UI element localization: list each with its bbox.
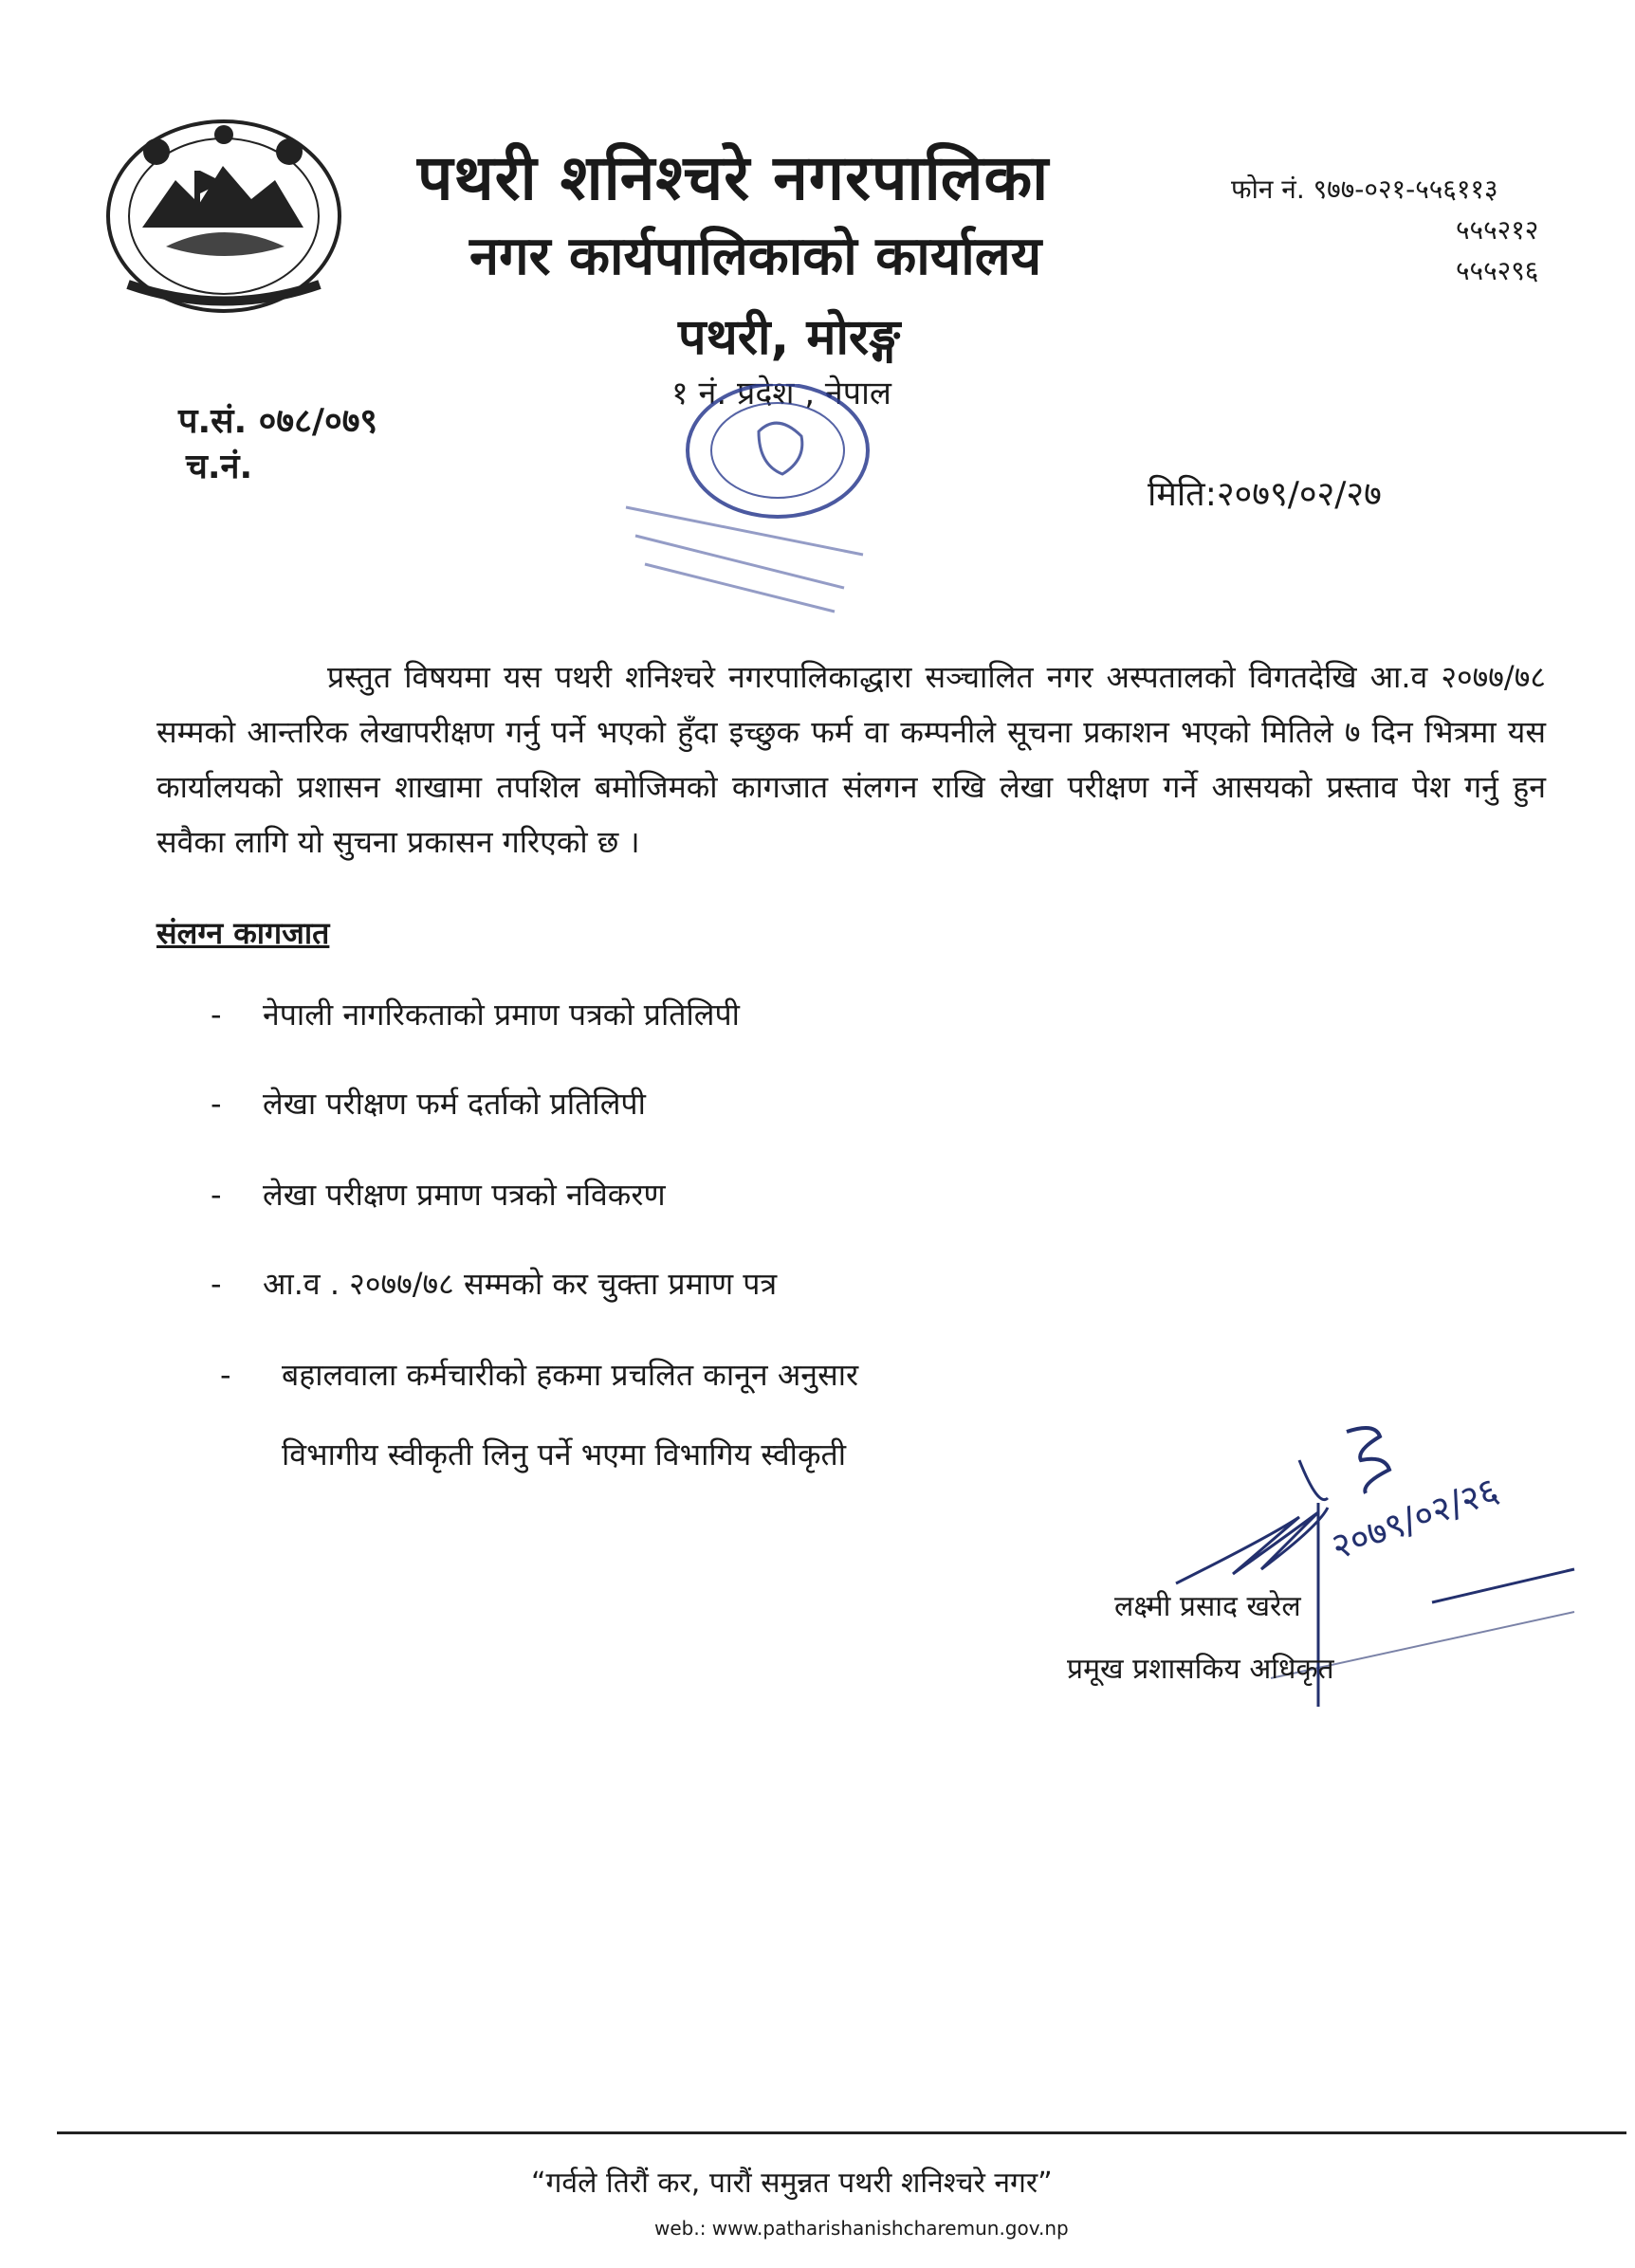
signed-date: २०७९/०२/२६ — [1326, 1469, 1504, 1568]
province: १ नं. प्रदेश , नेपाल — [671, 375, 891, 412]
list-item — [211, 994, 740, 1034]
dispatch-number: च.नं. — [186, 448, 253, 486]
list-item-text: नेपाली नागरिकताको प्रमाण पत्रको प्रतिलिपी — [263, 997, 740, 1033]
footer-motto: “गर्वले तिरौं कर, पारौं समुन्नत पथरी शनिश्चरे नगर” — [531, 2167, 1053, 2200]
list-item-text: लेखा परीक्षण प्रमाण पत्रको नविकरण — [263, 1177, 666, 1213]
phone-line-3: ५५५२९६ — [1456, 255, 1539, 286]
list-item — [220, 1354, 858, 1395]
org-name: पथरी शनिश्चरे नगरपालिका — [417, 141, 1050, 214]
list-item-text: बहालवाला कर्मचारीको हकमा प्रचलित कानून अनुसार — [282, 1357, 859, 1393]
list-item — [211, 1083, 646, 1124]
phone-line-2: ५५५२१२ — [1456, 214, 1539, 246]
office-stamp-icon — [616, 384, 901, 621]
signatory-name: लक्ष्मी प्रसाद खरेल — [1114, 1590, 1301, 1623]
signatory-title: प्रमूख प्रशासकिय अधिकृत — [1067, 1653, 1334, 1686]
footer-divider — [57, 2131, 1626, 2134]
bullet-dash: - — [211, 997, 222, 1033]
list-item — [211, 1263, 777, 1304]
phone-line-1: फोन नं. ९७७-०२१-५५६११३ — [1231, 174, 1498, 205]
bullet-dash: - — [211, 1086, 222, 1122]
attachments-heading: संलग्न कागजात — [156, 915, 330, 951]
bullet-dash: - — [220, 1357, 231, 1393]
reference-number: प.सं. ०७८/०७९ — [178, 402, 378, 441]
bullet-dash: - — [211, 1177, 222, 1213]
letter-date: मिति:२०७९/०२/२७ — [1148, 475, 1382, 514]
office-name: नगर कार्यपालिकाको कार्यालय — [469, 226, 1042, 287]
list-item-text: आ.व . २०७७/७८ सम्मको कर चुक्ता प्रमाण पत्र — [263, 1266, 778, 1302]
notice-paragraph: प्रस्तुत विषयमा यस पथरी शनिश्चरे नगरपालिकाद्धारा सञ्चालित नगर अस्पतालको विगतदेखि आ.व २०७७/७८ सम्मको आन्तरिक लेखापरीक्षण गर्नु पर्ने भएको हुँदा इच्छुक फर्म वा कम्पनीले सूचना प्रकाशन भएको मितिले ७ दिन भित्रमा यस कार्यालयको प्रशासन शाखामा तपशिल बमोजिमको कागजात संलगन राखि लेखा परीक्षण गर्ने आसयको प्रस्ताव पेश गर्नु हुन सवैका लागि यो सुचना प्रकासन गरिएको छ । — [156, 659, 1546, 860]
bullet-dash: - — [211, 1266, 222, 1302]
footer-website: web.: www.patharishanishcharemun.gov.np — [654, 2217, 1069, 2240]
location: पथरी, मोरङ्ग — [678, 309, 901, 366]
nepal-emblem-icon — [100, 114, 348, 318]
list-item-continuation: विभागीय स्वीकृती लिनु पर्ने भएमा विभागिय स्वीकृती — [282, 1436, 847, 1472]
list-item-text: लेखा परीक्षण फर्म दर्ताको प्रतिलिपी — [263, 1086, 646, 1122]
list-item — [211, 1174, 666, 1215]
signature-icon — [1157, 1403, 1593, 1754]
